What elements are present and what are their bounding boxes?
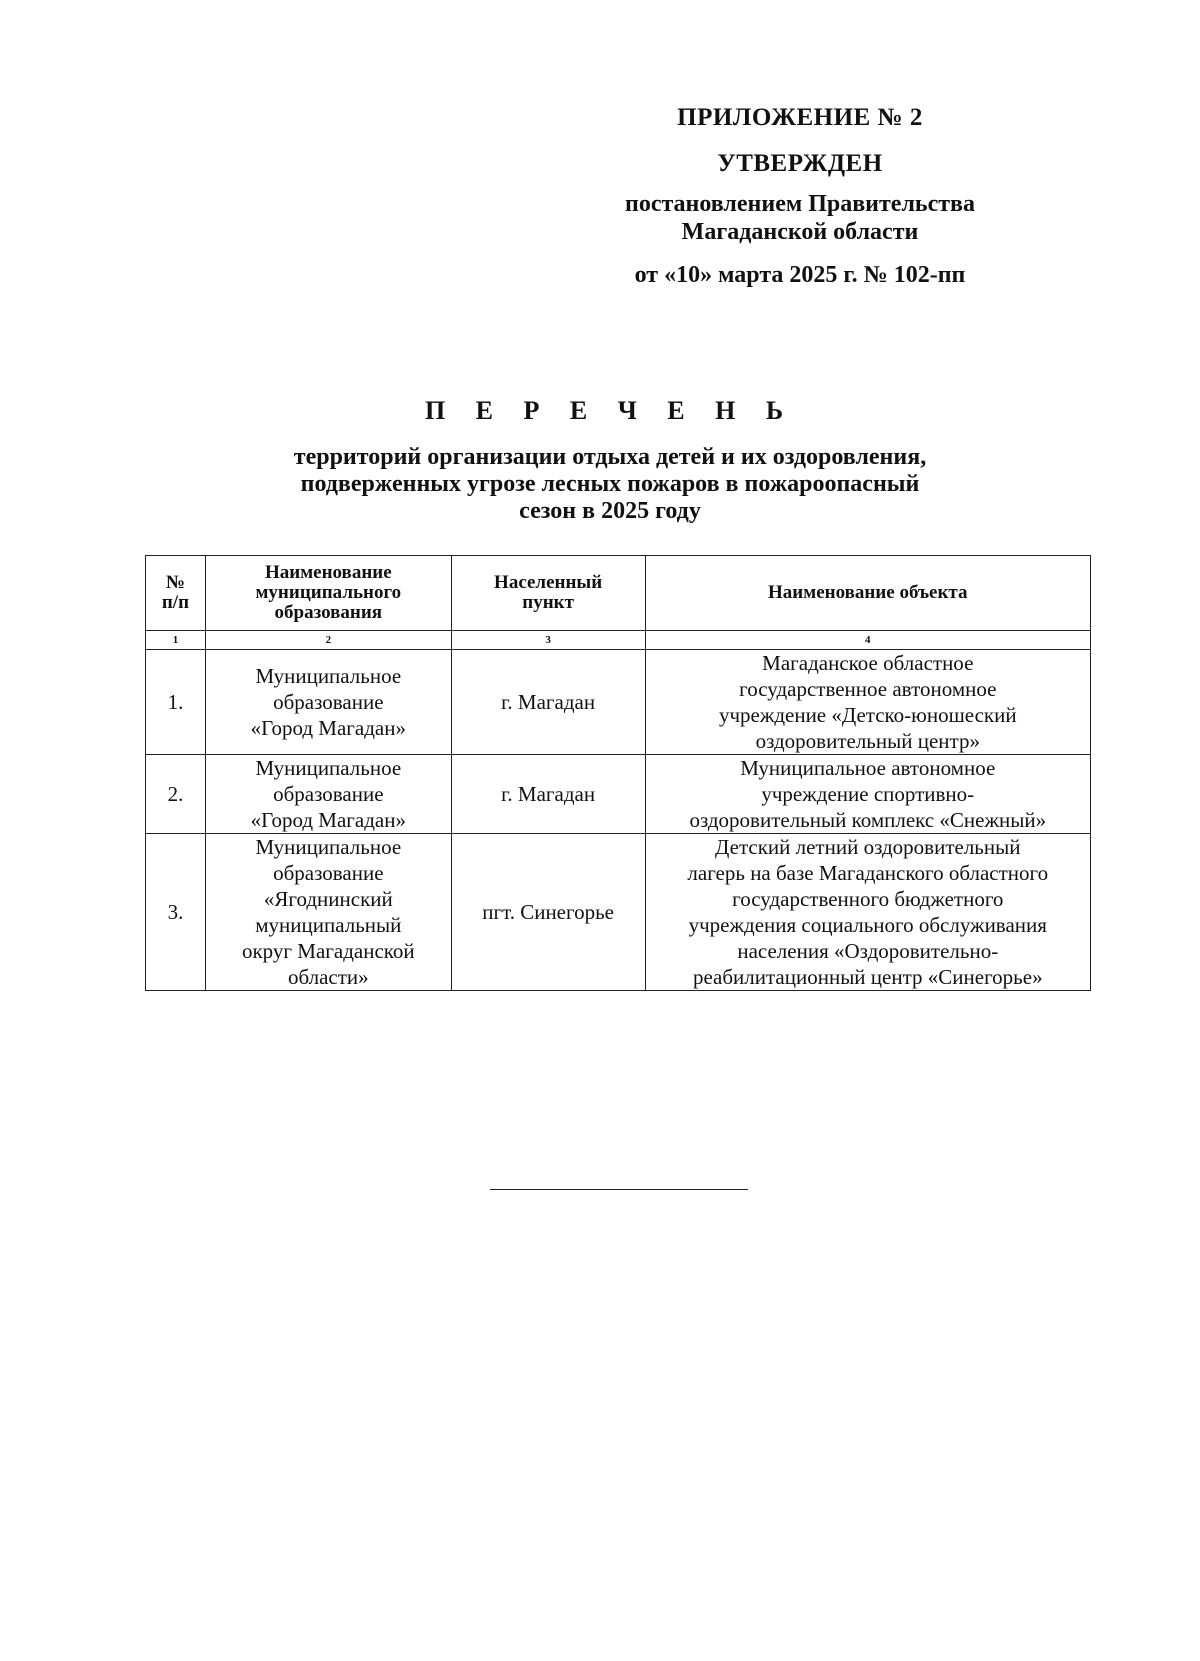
table-header-row <box>146 556 1091 631</box>
subtitle-line: сезон в 2025 году <box>519 498 701 524</box>
decree-reference <box>560 190 1040 246</box>
subtitle-line: территорий организации отдыха детей и их оздоровления, <box>293 444 927 470</box>
header-number: № п/п <box>146 556 206 631</box>
decree-line-1: постановлением Правительства <box>624 191 975 217</box>
closing-rule <box>490 1189 748 1190</box>
table-row <box>146 755 1091 834</box>
settlement-cell: пгт. Синегорье <box>451 834 645 991</box>
header-municipality: Наименование муниципального образования <box>205 556 451 631</box>
object-cell: Детский летний оздоровительный лагерь на базе Магаданского областного государственного бюджетного учреждения социального обслуживания населения «Оздоровительно- реабилитационный центр «Синегорье» <box>645 834 1090 991</box>
list-subtitle <box>140 444 1080 525</box>
table-row <box>146 834 1091 991</box>
decree-date: от «10» марта 2025 г. № 102-пп <box>634 262 966 288</box>
document-title <box>140 396 1080 525</box>
row-number: 1. <box>146 650 206 755</box>
header-settlement: Населенный пункт <box>451 556 645 631</box>
row-number: 3. <box>146 834 206 991</box>
column-number: 3 <box>451 631 645 650</box>
column-number: 1 <box>146 631 206 650</box>
municipality-cell: Муниципальное образование «Город Магадан» <box>205 650 451 755</box>
column-number: 4 <box>645 631 1090 650</box>
decree-line-2: Магаданской области <box>681 219 919 245</box>
column-number: 2 <box>205 631 451 650</box>
settlement-cell: г. Магадан <box>451 755 645 834</box>
approved-label: УТВЕРЖДЕН <box>717 150 883 177</box>
object-cell: Магаданское областное государственное автономное учреждение «Детско-юношеский оздоровительный центр» <box>645 650 1090 755</box>
territories-table <box>145 555 1091 991</box>
municipality-cell: Муниципальное образование «Ягоднинский муниципальный округ Магаданской области» <box>205 834 451 991</box>
row-number: 2. <box>146 755 206 834</box>
annex-number: ПРИЛОЖЕНИЕ № 2 <box>677 104 923 131</box>
table-row <box>146 650 1091 755</box>
object-cell: Муниципальное автономное учреждение спортивно- оздоровительный комплекс «Снежный» <box>645 755 1090 834</box>
subtitle-line: подверженных угрозе лесных пожаров в пожароопасный <box>300 471 920 497</box>
settlement-cell: г. Магадан <box>451 650 645 755</box>
column-numbers-row <box>146 631 1091 650</box>
header-object: Наименование объекта <box>645 556 1090 631</box>
municipality-cell: Муниципальное образование «Город Магадан» <box>205 755 451 834</box>
approval-block <box>560 104 1040 289</box>
list-heading: П Е Р Е Ч Е Н Ь <box>424 396 796 425</box>
